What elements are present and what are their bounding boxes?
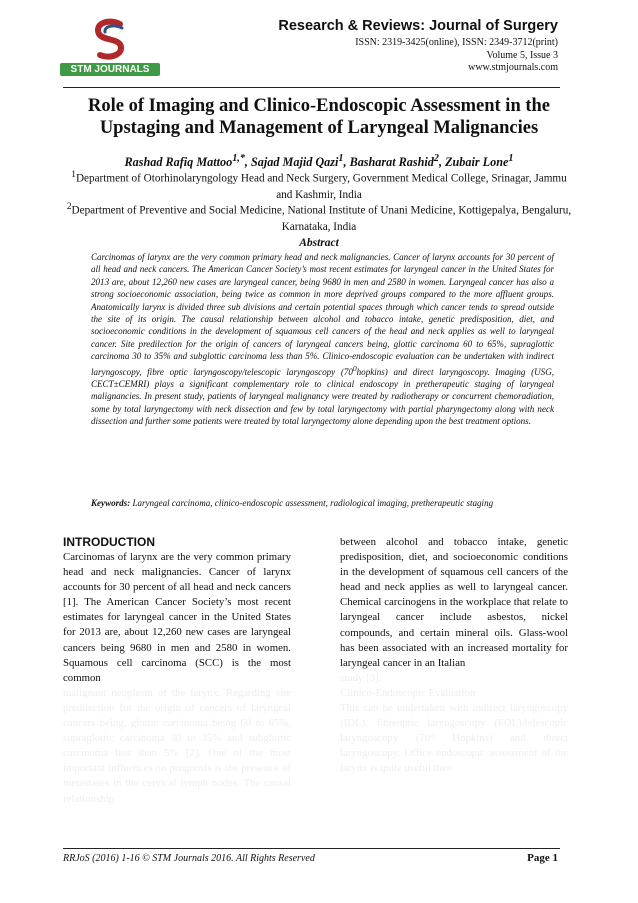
page-number: Page 1 — [527, 852, 558, 864]
volume-issue: Volume 5, Issue 3 — [486, 49, 558, 61]
affiliation-text: Department of Otorhinolaryngology Head and Neck Surgery, Government Medical College, Srinagar, Jammu and Kashmir, India — [75, 172, 567, 201]
issn: ISSN: 2319-3425(online), ISSN: 2349-3712(print) — [355, 37, 558, 48]
body-column-right — [340, 535, 568, 777]
journal-info — [278, 18, 558, 75]
author-separator: , — [244, 155, 252, 170]
abstract-degree-sup: 0 — [352, 363, 357, 373]
introduction-heading: INTRODUCTION — [63, 535, 155, 549]
author-name: Basharat Rashid — [349, 155, 434, 170]
keywords-label: Keywords: — [91, 498, 131, 508]
affiliation-2 — [66, 199, 572, 235]
logo-text: STM JOURNALS — [60, 63, 160, 76]
author-name: Rashad Rafiq Mattoo — [124, 155, 233, 170]
body-column-left — [63, 535, 291, 807]
affiliation-number: 2 — [66, 202, 72, 212]
corresponding-mark: * — [239, 153, 245, 164]
body-text-faded-2: This can be undertaken with indirect laryngoscopy (IDL), fibreoptic laryngoscopy (FOL)/telescopic laryngoscopy (70° Hopkins) and direct laryngoscopy. Office endoscopic assessment of the larynx is quite useful then — [340, 702, 568, 775]
abstract-part-1: Carcinomas of larynx are the very common primary head and neck malignancies. Cancer of larynx accounts for 30 percent of all head and neck cancers. The American Cancer Society’s most recent estimates for laryngeal cancer in the United States for 2013 are, about 12,260 new cases are laryngeal cancer, being 9680 in men and 2580 in women. Laryngeal cancer has also a strong socioeconomic association, being twice as common in more deprived groups compared to the more affluent groups. Anatomically larynx is divided three sub divisions and certain potential spaces through which cancer tends to spread outside the site of its origin. The causal relationship between alcohol and tobacco intake, genetic predisposition, diet, and socioeconomic conditions in the development of squamous cell cancers of the head and neck applies as well to laryngeal cancer. Site predilection for the origin of cancers of laryngeal cancers being, glottic carcinoma 60 to 65%, supraglottic carcinoma 30 to 35% and subglottic carcinoma less than 5%. Clinico-endoscopic evaluation can be undertaken with indirect laryngoscopy, fibre optic laryngoscopy/telescopic laryngoscopy (70 — [91, 252, 554, 377]
author-name: Sajad Majid Qazi — [251, 155, 339, 170]
affiliation-number: 1 — [71, 170, 76, 180]
author-affil-sup: 2 — [433, 153, 439, 164]
author-name: Zubair Lone — [445, 155, 509, 170]
introduction-text: Carcinomas of larynx are the very common primary head and neck malignancies. Cancer of larynx accounts for 30 percent of all head and neck cancers [1]. The American Cancer Society’s most recent estimates for laryngeal cancer in the United States for 2013 are, about 12,260 new cases are laryngeal cancers being 9680 in men and 2580 in women. Squamous cell carcinoma (SCC) is the most common — [63, 551, 291, 684]
abstract-part-2: hopkins) and direct laryngoscopy. Imaging (USG, CECT±CEMRI) plays a significant complementary role to clinical endoscopy in pretherapeutic staging of laryngeal malignancies. In present study, patients of laryngeal malignancy were treated by radiotherapy or concurrent chemoradiation, some by total laryngectomy with neck dissection and few by total laryngectomy with partial pharyngectomy along with neck dissection and further some patients were treated by total laryngectomy alone depending upon the best treatment options. — [91, 366, 554, 427]
author-separator: , — [343, 155, 350, 170]
journal-name: Research & Reviews: Journal of Surgery — [278, 18, 558, 34]
keywords-text: Laryngeal carcinoma, clinico-endoscopic assessment, radiological imaging, pretherapeutic staging — [132, 498, 494, 508]
paper-title: Role of Imaging and Clinico-Endoscopic Assessment in the Upstaging and Management of Laryngeal Malignancies — [87, 96, 551, 138]
abstract-heading: Abstract — [299, 237, 339, 249]
stm-journals-logo — [60, 18, 160, 80]
header-rule — [63, 87, 560, 88]
abstract-text — [91, 251, 554, 428]
footer-citation: RRJoS (2016) 1-16 © STM Journals 2016. All Rights Reserved — [63, 853, 315, 864]
keywords — [91, 497, 554, 509]
author-affil-sup: 1, — [232, 153, 240, 164]
stm-logo-icon — [90, 18, 130, 62]
affiliation-text: Department of Preventive and Social Medicine, National Institute of Unani Medicine, Kottigepalya, Bengaluru, Karnataka, India — [71, 204, 572, 233]
author-separator: , — [438, 155, 446, 170]
journal-website[interactable]: www.stmjournals.com — [468, 62, 558, 73]
body-text-faded: study [3]. — [340, 671, 382, 684]
introduction-text-faded: malignant neoplasm of the larynx. Regarding site predilection for the origin of cancers of laryngeal cancers being, glottic carcinoma being 60 to 65%, supraglottic carcinoma 30 to 35% and subglottic carcinoma less than 5% [2]. One of the most important influences on prognosis is the presence of metastases in the cervical lymph nodes. The causal relationship — [63, 686, 291, 805]
footer-rule — [63, 848, 560, 849]
body-text-right: between alcohol and tobacco intake, genetic predisposition, diet, and socioeconomic conditions in the development of squamous cell cancers of the head and neck applies as well to laryngeal cancer. Chemical carcinogens in the workplace that relate to laryngeal cancer include asbestos, nickel compounds, and certain mineral oils. Glass-wool has been associated with an increased mortality for laryngeal cancer in an Italian — [340, 536, 568, 669]
author-affil-sup: 1 — [338, 153, 344, 164]
section-heading-faded: Clinico-Endoscopic Evaluation — [340, 686, 476, 699]
affiliation-1 — [66, 167, 572, 203]
author-affil-sup: 1 — [508, 153, 514, 164]
